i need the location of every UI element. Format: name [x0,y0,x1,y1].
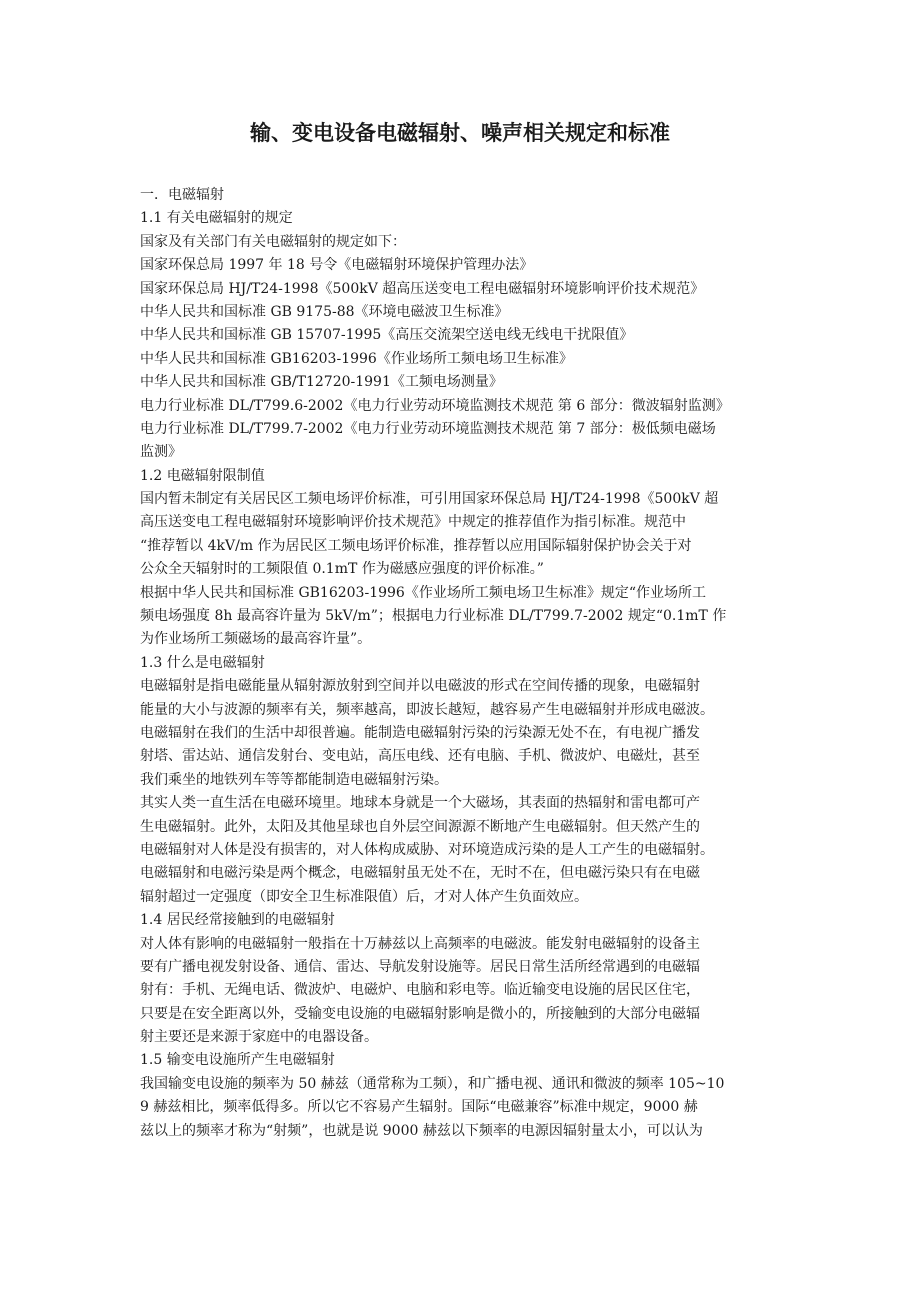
regulations-intro: 国家及有关部门有关电磁辐射的规定如下： [140,233,406,250]
regulation-item: 电力行业标准 DL/T799.6-2002《电力行业劳动环境监测技术规范 第 6 部分：微波辐射监测》 [140,397,730,414]
regulation-item: 中华人民共和国标准 GB/T12720-1991《工频电场测量》 [140,374,503,391]
paragraph-line: 电磁辐射是指电磁能量从辐射源放射到空间并以电磁波的形式在空间传播的现象，电磁辐射 [140,678,700,695]
paragraph-line: 我国输变电设施的频率为 50 赫兹（通常称为工频），和广播电视、通讯和微波的频率 105~10 [140,1075,725,1092]
paragraph-line: 能量的大小与波源的频率有关，频率越高，即波长越短，越容易产生电磁辐射并形成电磁波。 [140,701,714,718]
paragraph-line: 电磁辐射在我们的生活中却很普遍。能制造电磁辐射污染的污染源无处不在，有电视广播发 [140,724,700,741]
paragraph-line: 我们乘坐的地铁列车等等都能制造电磁辐射污染。 [140,771,448,788]
regulation-item: 电力行业标准 DL/T799.7-2002《电力行业劳动环境监测技术规范 第 7 部分：极低频电磁场 [140,420,716,437]
regulation-item: 中华人民共和国标准 GB16203-1996《作业场所工频电场卫生标准》 [140,350,573,367]
paragraph-line: 频电场强度 8h 最高容许量为 5kV/m”；根据电力行业标准 DL/T799.7-2002 规定“0.1mT 作 [140,608,727,625]
subsection-heading-1-1: 1.1 有关电磁辐射的规定 [140,210,293,227]
paragraph-line: 要有广播电视发射设备、通信、雷达、导航发射设施等。居民日常生活所经常遇到的电磁辐 [140,958,700,975]
subsection-heading-1-5: 1.5 输变电设施所产生电磁辐射 [140,1052,335,1069]
paragraph-line: 根据中华人民共和国标准 GB16203-1996《作业场所工频电场卫生标准》规定“作业场所工 [140,584,706,601]
paragraph-line: 只要是在安全距离以外，受输变电设施的电磁辐射影响是微小的，所接触到的大部分电磁辐 [140,1005,700,1022]
subsection-heading-1-3: 1.3 什么是电磁辐射 [140,654,265,671]
paragraph-line: 射主要还是来源于家庭中的电器设备。 [140,1029,378,1046]
regulation-item: 中华人民共和国标准 GB 15707-1995《高压交流架空送电线无线电干扰限值》 [140,327,634,344]
paragraph-line: 其实人类一直生活在电磁环境里。地球本身就是一个大磁场，其表面的热辐射和雷电都可产 [140,795,700,812]
paragraph-line: 公众全天辐射时的工频限值 0.1mT 作为磁感应强度的评价标准。” [140,561,544,578]
paragraph-line: 电磁辐射对人体是没有损害的，对人体构成威胁、对环境造成污染的是人工产生的电磁辐射。 [140,841,714,858]
subsection-heading-1-4: 1.4 居民经常接触到的电磁辐射 [140,912,335,929]
regulation-item: 国家环保总局 HJ/T24-1998《500kV 超高压送变电工程电磁辐射环境影响评价技术规范》 [140,280,705,297]
document-title: 输、变电设备电磁辐射、噪声相关规定和标准 [250,121,670,145]
paragraph-line: 射有：手机、无绳电话、微波炉、电磁炉、电脑和彩电等。临近输变电设施的居民区住宅， [140,982,700,999]
paragraph-line: 射塔、雷达站、通信发射台、变电站，高压电线、还有电脑、手机、微波炉、电磁灶，甚至 [140,748,700,765]
paragraph-line: 生电磁辐射。此外，太阳及其他星球也自外层空间源源不断地产生电磁辐射。但天然产生的 [140,818,700,835]
paragraph-line: 高压送变电工程电磁辐射环境影响评价技术规范》中规定的推荐值作为指引标准。规范中 [140,514,686,531]
document-body [140,184,786,1143]
regulation-item: 中华人民共和国标准 GB 9175-88《环境电磁波卫生标准》 [140,303,509,320]
paragraph-line: 9 赫兹相比，频率低得多。所以它不容易产生辐射。国际“电磁兼容”标准中规定，9000 赫 [140,1099,698,1116]
regulation-item: 国家环保总局 1997 年 18 号令《电磁辐射环境保护管理办法》 [140,257,534,274]
section-heading-1: 一．电磁辐射 [140,187,224,203]
paragraph-line: 兹以上的频率才称为“射频”，也就是说 9000 赫兹以下频率的电源因辐射量太小，可以认为 [140,1122,703,1139]
paragraph-line: 对人体有影响的电磁辐射一般指在十万赫兹以上高频率的电磁波。能发射电磁辐射的设备主 [140,935,700,952]
subsection-heading-1-2: 1.2 电磁辐射限制值 [140,467,265,484]
paragraph-line: 为作业场所工频磁场的最高容许量”。 [140,631,372,648]
paragraph-line: 国内暂未制定有关居民区工频电场评价标准，可引用国家环保总局 HJ/T24-1998《500kV 超 [140,491,719,508]
paragraph-line: 电磁辐射和电磁污染是两个概念，电磁辐射虽无处不在，无时不在，但电磁污染只有在电磁 [140,865,700,882]
paragraph-line: “推荐暂以 4kV/m 作为居民区工频电场评价标准，推荐暂以应用国际辐射保护协会关于对 [140,537,692,554]
paragraph-line: 辐射超过一定强度（即安全卫生标准限值）后，才对人体产生负面效应。 [140,888,588,905]
regulation-item-continued: 监测》 [140,444,182,461]
